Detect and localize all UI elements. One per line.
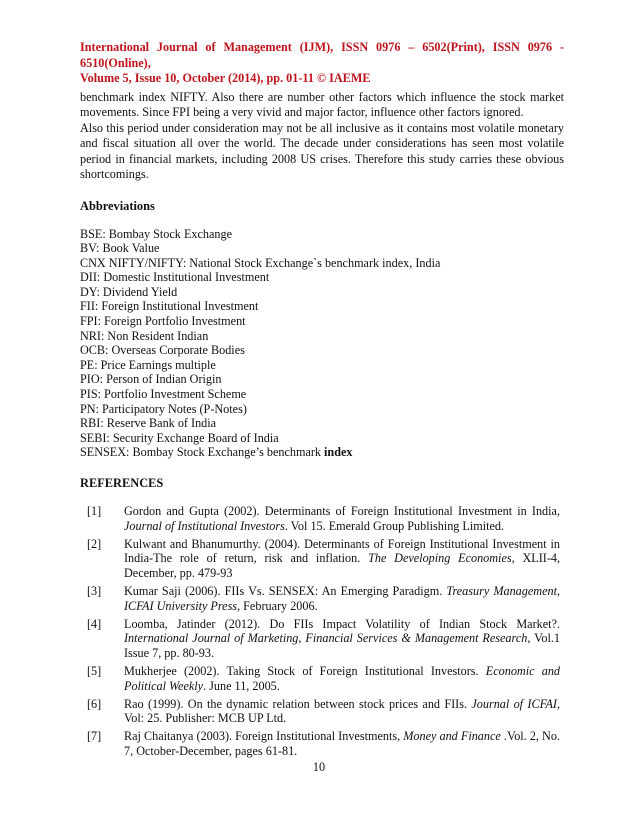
reference-source: Journal of ICFAI, [471,696,560,711]
abbreviation-item-text: SENSEX: Bombay Stock Exchange’s benchmark [80,445,325,460]
intro-paragraph-2: Also this period under consideration may not be all inclusive as it contains most volatile monetary and fiscal situation all over the world. The decade under considerations has seen most volatile period in financial markets, including 2008 US crises. Therefore this study carries these obvious shortcomings. [80,120,564,181]
reference-source: Journal of Institutional Investors [124,518,285,533]
abbreviation-item: BSE: Bombay Stock Exchange [80,226,232,241]
reference-item [80,729,564,759]
references-list [80,504,564,759]
abbreviation-item: PN: Participatory Notes (P-Notes) [80,401,247,416]
reference-details: . June 11, 2005. [203,678,280,693]
reference-item [80,617,564,661]
abbreviation-item: CNX NIFTY/NIFTY: National Stock Exchange`s benchmark index, India [80,255,441,270]
page-number: 10 [312,760,326,774]
reference-item [80,504,564,534]
reference-item [80,697,564,727]
reference-source: Treasury Management, ICFAI University Press [124,583,561,613]
reference-text: Raj Chaitanya (2003). Foreign Institutional Investments, [124,729,404,744]
reference-text: Kulwant and Bhanumurthy. (2004). Determinants of Foreign Institutional Investment in India-The role of return, risk and inflation. [124,536,560,566]
reference-number: [5] [87,663,102,678]
abbreviation-item: DY: Dividend Yield [80,284,178,299]
abbreviation-item-sensex [80,445,564,460]
reference-details: , Vol.1 Issue 7, pp. 80-93. [124,631,560,661]
reference-details: , XLII-4, December, pp. 479-93 [124,551,561,581]
journal-header-line-1: International Journal of Management (IJM), ISSN 0976 – 6502(Print), ISSN 0976 - 6510(Online), [80,40,564,70]
abbreviation-item: NRI: Non Resident Indian [80,328,209,343]
abbreviation-item-bold: index [324,445,353,460]
reference-number: [3] [87,583,102,598]
reference-item [80,664,564,694]
reference-text: Mukherjee (2002). Taking Stock of Foreign Institutional Investors. [124,663,486,678]
journal-header-line-2: Volume 5, Issue 10, October (2014), pp. 01-11 © IAEME [80,71,371,85]
reference-number: [7] [87,729,102,744]
reference-details: Vol: 25. Publisher: MCB UP Ltd. [124,711,287,726]
abbreviation-item: FPI: Foreign Portfolio Investment [80,314,246,329]
references-heading: REFERENCES [80,476,164,490]
reference-source: Economic and Political Weekly [124,663,561,693]
abbreviations-heading: Abbreviations [80,198,155,213]
abbreviation-item: PIS: Portfolio Investment Scheme [80,387,247,402]
reference-text: Loomba, Jatinder (2012). Do FIIs Impact Volatility of Indian Stock Market?. [124,616,560,631]
reference-details: .Vol. 2, No. 7, October-December, pages 61-81. [124,729,560,758]
reference-number: [4] [87,616,102,631]
abbreviation-item: PE: Price Earnings multiple [80,357,216,372]
abbreviation-item: BV: Book Value [80,241,160,256]
reference-number: [6] [87,696,102,711]
reference-source: The Developing Economies [368,551,512,566]
reference-source: Money and Finance [403,729,501,744]
abbreviation-item: DII: Domestic Institutional Investment [80,270,270,285]
journal-header [80,40,564,87]
reference-number: [1] [87,504,102,518]
reference-text: Kumar Saji (2006). FIIs Vs. SENSEX: An Emerging Paradigm. [124,583,447,598]
abbreviation-item: PIO: Person of Indian Origin [80,372,222,387]
reference-text: Gordon and Gupta (2002). Determinants of Foreign Institutional Investment in India, [124,504,560,518]
reference-item [80,537,564,581]
reference-text: Rao (1999). On the dynamic relation between stock prices and FIIs. [124,696,472,711]
abbreviation-item: RBI: Reserve Bank of India [80,416,217,431]
abbreviation-item: FII: Foreign Institutional Investment [80,299,259,314]
abbreviation-item: SEBI: Security Exchange Board of India [80,430,279,445]
reference-details: , February 2006. [237,598,318,613]
reference-number: [2] [87,536,102,551]
reference-item [80,584,564,614]
intro-paragraph-1: benchmark index NIFTY. Also there are number other factors which influence the stock market movements. Since FPI being a very vivid and major factor, influence other factors ignored. [80,89,564,119]
abbreviations-list [80,227,564,461]
abbreviation-item: OCB: Overseas Corporate Bodies [80,343,245,358]
reference-details: . Vol 15. Emerald Group Publishing Limited. [284,518,505,533]
reference-source: International Journal of Marketing, Financial Services & Management Research [124,631,528,646]
